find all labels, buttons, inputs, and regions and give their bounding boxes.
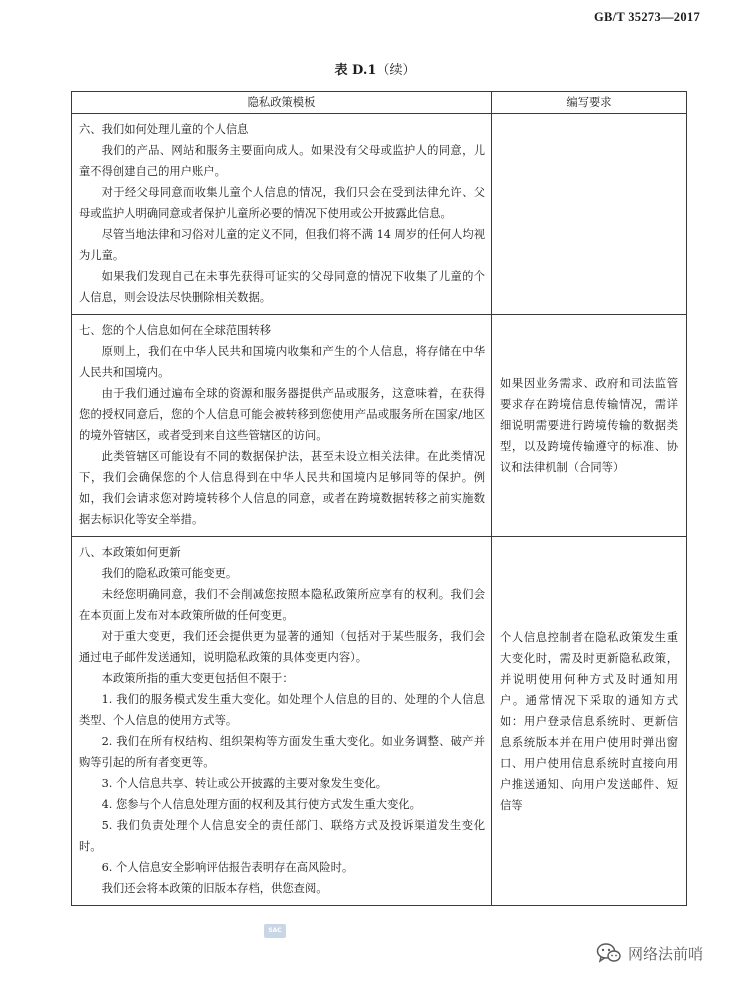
policy-paragraph: 尽管当地法律和习俗对儿童的定义不同，但我们将不满 14 周岁的任何人均视为儿童。: [79, 228, 485, 262]
wechat-watermark: [596, 942, 703, 964]
policy-list-item: 4. 您参与个人信息处理方面的权利及其行使方式发生重大变化。: [101, 798, 421, 811]
policy-list-item: 5. 我们负责处理个人信息安全的责任部门、联络方式及投诉渠道发生变化时。: [79, 819, 485, 853]
wechat-icon: [596, 942, 622, 964]
policy-paragraph: 原则上，我们在中华人民共和国境内收集和产生的个人信息，将存储在中华人民共和国境内。: [79, 345, 485, 379]
table-title: [0, 59, 750, 78]
column-header-requirement: 编写要求: [492, 92, 687, 114]
policy-paragraph: 我们的隐私政策可能变更。: [101, 567, 238, 580]
policy-paragraph: 由于我们通过遍布全球的资源和服务器提供产品或服务，这意味着，在获得您的授权同意后，您的个人信息可能会被转移到您使用产品或服务所在国家/地区的境外管辖区，或者受到来自这些管辖区的访问。: [79, 387, 485, 442]
policy-paragraph: 我们还会将本政策的旧版本存档，供您查阅。: [101, 882, 328, 895]
policy-list-item: 1. 我们的服务模式发生重大变化。如处理个人信息的目的、处理的个人信息类型、个人信息的使用方式等。: [79, 693, 485, 727]
table-header-row: [72, 92, 687, 114]
policy-paragraph: 我们的产品、网站和服务主要面向成人。如果没有父母或监护人的同意，儿童不得创建自己的用户账户。: [79, 144, 485, 178]
table-row: [72, 315, 687, 537]
column-header-template: 隐私政策模板: [72, 92, 492, 114]
policy-list-item: 2. 我们在所有权结构、组织架构等方面发生重大变化。如业务调整、破产并购等引起的所有者变更等。: [79, 735, 485, 769]
template-cell: [72, 537, 492, 906]
requirement-cell: 个人信息控制者在隐私政策发生重大变化时，需及时更新隐私政策，并说明使用何种方式及时通知用户。通常情况下采取的通知方式如：用户登录信息系统时、更新信息系统版本并在用户使用时弹出窗口、用户使用信息系统时直接向用户推送通知、向用户发送邮件、短信等: [492, 537, 687, 906]
table-row: [72, 114, 687, 315]
policy-list-item: 6. 个人信息安全影响评估报告表明存在高风险时。: [101, 861, 354, 874]
template-cell: [72, 315, 492, 537]
requirement-cell: [492, 114, 687, 315]
table-title-suffix: （续）: [376, 63, 416, 78]
requirement-cell: 如果因业务需求、政府和司法监管要求存在跨境信息传输情况，需详细说明需要进行跨境传输的数据类型，以及跨境传输遵守的标准、协议和法律机制（合同等）: [492, 315, 687, 537]
standard-code: GB/T 35273—2017: [593, 10, 700, 24]
section-heading: 六、我们如何处理儿童的个人信息: [79, 123, 249, 136]
section-heading: 七、您的个人信息如何在全球范围转移: [79, 324, 272, 337]
policy-paragraph: 此类管辖区可能设有不同的数据保护法，甚至未设立相关法律。在此类情况下，我们会确保您的个人信息得到在中华人民共和国境内足够同等的保护。例如，我们会请求您对跨境转移个人信息的同意，或者在跨境数据转移之前实施数据去标识化等安全举措。: [79, 450, 485, 526]
policy-paragraph: 对于重大变更，我们还会提供更为显著的通知（包括对于某些服务，我们会通过电子邮件发送通知，说明隐私政策的具体变更内容）。: [79, 630, 485, 664]
privacy-policy-table: [71, 91, 687, 906]
policy-paragraph: 未经您明确同意，我们不会削减您按照本隐私政策所应享有的权利。我们会在本页面上发布对本政策所做的任何变更。: [79, 588, 485, 622]
section-heading: 八、本政策如何更新: [79, 546, 181, 559]
policy-paragraph: 对于经父母同意而收集儿童个人信息的情况，我们只会在受到法律允许、父母或监护人明确同意或者保护儿童所必要的情况下使用或公开披露此信息。: [79, 186, 485, 220]
policy-paragraph: 本政策所指的重大变更包括但不限于：: [101, 672, 294, 685]
template-cell: [72, 114, 492, 315]
wechat-account-name: 网络法前哨: [628, 944, 704, 963]
table-title-main: 表 D.1: [334, 63, 377, 78]
policy-paragraph: 如果我们发现自己在未事先获得可证实的父母同意的情况下收集了儿童的个人信息，则会设法尽快删除相关数据。: [79, 270, 485, 304]
sac-watermark: SAC: [264, 924, 286, 938]
policy-list-item: 3. 个人信息共享、转让或公开披露的主要对象发生变化。: [101, 777, 388, 790]
table-row: [72, 537, 687, 906]
